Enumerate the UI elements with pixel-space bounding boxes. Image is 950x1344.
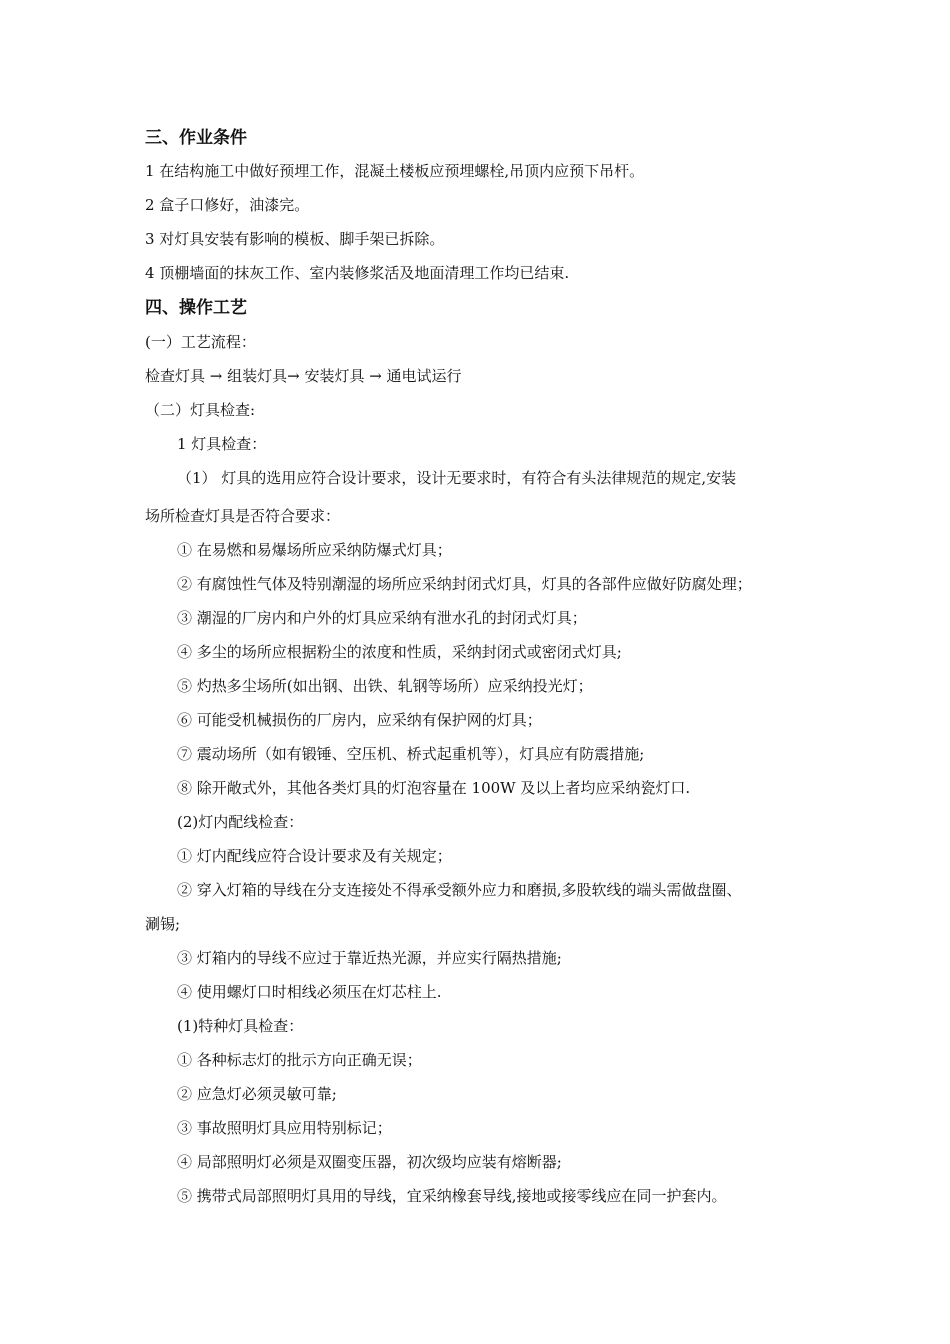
section-heading: 四、操作工艺 — [145, 298, 247, 318]
list-item: ② 穿入灯箱的导线在分支连接处不得承受额外应力和磨损,多股软线的端头需做盘圈、 — [177, 881, 742, 899]
process-title: (一）工艺流程： — [145, 333, 256, 351]
paragraph-line: 场所检查灯具是否符合要求： — [145, 507, 341, 525]
list-item: ⑤ 灼热多尘场所(如出钢、出铁、轧钢等场所）应采纳投光灯； — [177, 677, 593, 695]
list-item: ⑦ 震动场所（如有锻锤、空压机、桥式起重机等），灯具应有防震措施; — [177, 745, 645, 763]
list-item: ③ 灯箱内的导线不应过于靠近热光源，并应实行隔热措施; — [177, 949, 562, 967]
list-item: ⑧ 除开敞式外，其他各类灯具的灯泡容量在 100W 及以上者均应采纳瓷灯口. — [177, 779, 691, 797]
subsection-title: (2)灯内配线检查： — [177, 813, 304, 831]
paragraph-line: （1） 灯具的选用应符合设计要求，设计无要求时，有符合有头法律规范的规定,安装 — [177, 469, 737, 487]
condition-item: 1 在结构施工中做好预埋工作，混凝土楼板应预埋螺栓,吊顶内应预下吊杆。 — [145, 162, 645, 180]
list-item: ③ 潮湿的厂房内和户外的灯具应采纳有泄水孔的封闭式灯具； — [177, 609, 587, 627]
subsection-title: (1)特种灯具检查： — [177, 1017, 304, 1035]
list-item: ① 灯内配线应符合设计要求及有关规定； — [177, 847, 452, 865]
section-heading: 三、作业条件 — [145, 128, 247, 148]
list-item: ① 各种标志灯的批示方向正确无误； — [177, 1051, 422, 1069]
subsection-title: 1 灯具检查： — [177, 435, 267, 453]
list-item: ⑤ 携带式局部照明灯具用的导线，宜采纳橡套导线,接地或接零线应在同一护套内。 — [177, 1187, 727, 1205]
list-item-continuation: 涮锡; — [145, 915, 181, 933]
list-item: ② 应急灯必须灵敏可靠; — [177, 1085, 337, 1103]
condition-item: 3 对灯具安装有影响的模板、脚手架已拆除。 — [145, 230, 445, 248]
list-item: ④ 多尘的场所应根据粉尘的浓度和性质，采纳封闭式或密闭式灯具; — [177, 643, 622, 661]
condition-item: 2 盒子口修好，油漆完。 — [145, 196, 310, 214]
list-item: ② 有腐蚀性气体及特别潮湿的场所应采纳封闭式灯具，灯具的各部件应做好防腐处理； — [177, 575, 752, 593]
list-item: ① 在易燃和易爆场所应采纳防爆式灯具； — [177, 541, 452, 559]
inspect-title: （二）灯具检查: — [145, 401, 256, 419]
process-flow: 检查灯具 → 组装灯具→ 安装灯具 → 通电试运行 — [145, 367, 462, 385]
condition-item: 4 顶棚墙面的抹灰工作、室内装修浆活及地面清理工作均已结束. — [145, 264, 570, 282]
list-item: ④ 局部照明灯必须是双圈变压器，初次级均应装有熔断器; — [177, 1153, 562, 1171]
list-item: ⑥ 可能受机械损伤的厂房内，应采纳有保护网的灯具； — [177, 711, 542, 729]
list-item: ④ 使用螺灯口时相线必须压在灯芯柱上. — [177, 983, 442, 1001]
list-item: ③ 事故照明灯具应用特别标记； — [177, 1119, 392, 1137]
